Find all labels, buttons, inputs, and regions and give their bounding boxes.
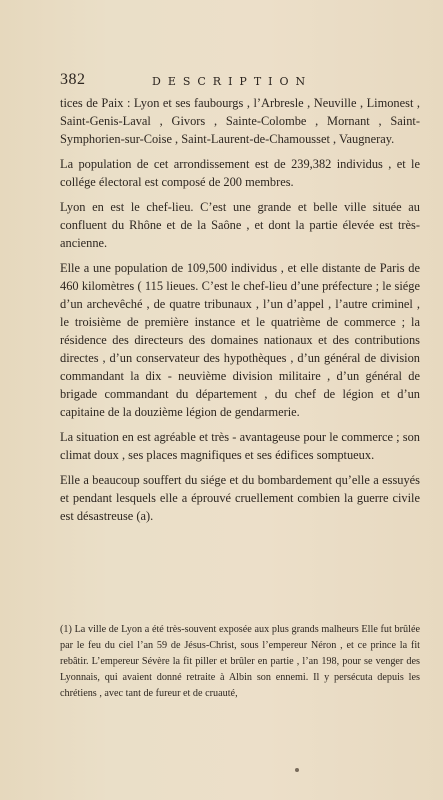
ink-mark (295, 768, 299, 772)
running-head: DESCRIPTION (152, 75, 313, 88)
paragraph-5: La situation en est agréable et très - avantageuse pour le commerce ; son climat doux , ses places magnifiques et ses édifices somptueux. (60, 430, 420, 462)
page-header (60, 70, 420, 90)
page-number: 382 (60, 71, 86, 88)
paragraph-3: Lyon en est le chef-lieu. C’est une grande et belle ville située au confluent du Rhône et de la Saône , et dont la partie élevée est très-ancienne. (60, 200, 420, 250)
paragraph-1: tices de Paix : Lyon et ses faubourgs , l’Arbresle , Neuville , Limonest , Saint-Genis-Laval , Givors , Sainte-Colombe , Mornant , Saint-Symphorien-sur-Coise , Saint-Laurent-de-Chamousset , Vaugneray. (60, 96, 420, 146)
paragraph-2: La population de cet arrondissement est de 239,382 individus , et le collége électoral est composé de 200 membres. (60, 157, 420, 189)
main-text (60, 94, 420, 532)
paragraph-4: Elle a une population de 109,500 individus , et elle distante de Paris de 460 kilomètres ( 115 lieues. C’est le chef-lieu d’une préfecture ; le siége d’un archevêché , de quatre tribunaux , l’un d’appel , l’autre criminel , le troisième de première instance et le quatrième de commerce ; la résidence des directeurs des domaines nationaux et des contributions directes , d’un conservateur des hypothèques , d’un général de division commandant la dix - neuvième division militaire , d’un général de brigade commandant du département , du chef de légion et d’un capitaine de la douzième légion de gendarmerie. (60, 261, 420, 419)
footnote-text: (1) La ville de Lyon a été très-souvent exposée aux plus grands malheurs Elle fut brûlée par le feu du ciel l’an 59 de Jésus-Christ, sous l’empereur Néron , et ce prince la fit rebâtir. L’empereur Sévère la fit piller et brûler en partie , l’an 198, pour se venger des Lyonnais, qui avaient donné retraite à Albin son ennemi. Il y persécuta depuis les chrétiens , avec tant de fureur et de cruauté, (60, 624, 420, 699)
footnote (60, 622, 420, 702)
paragraph-6: Elle a beaucoup souffert du siége et du bombardement qu’elle a essuyés et pendant lesquels elle a éprouvé cruellement combien la guerre civile est désastreuse (a). (60, 473, 420, 523)
